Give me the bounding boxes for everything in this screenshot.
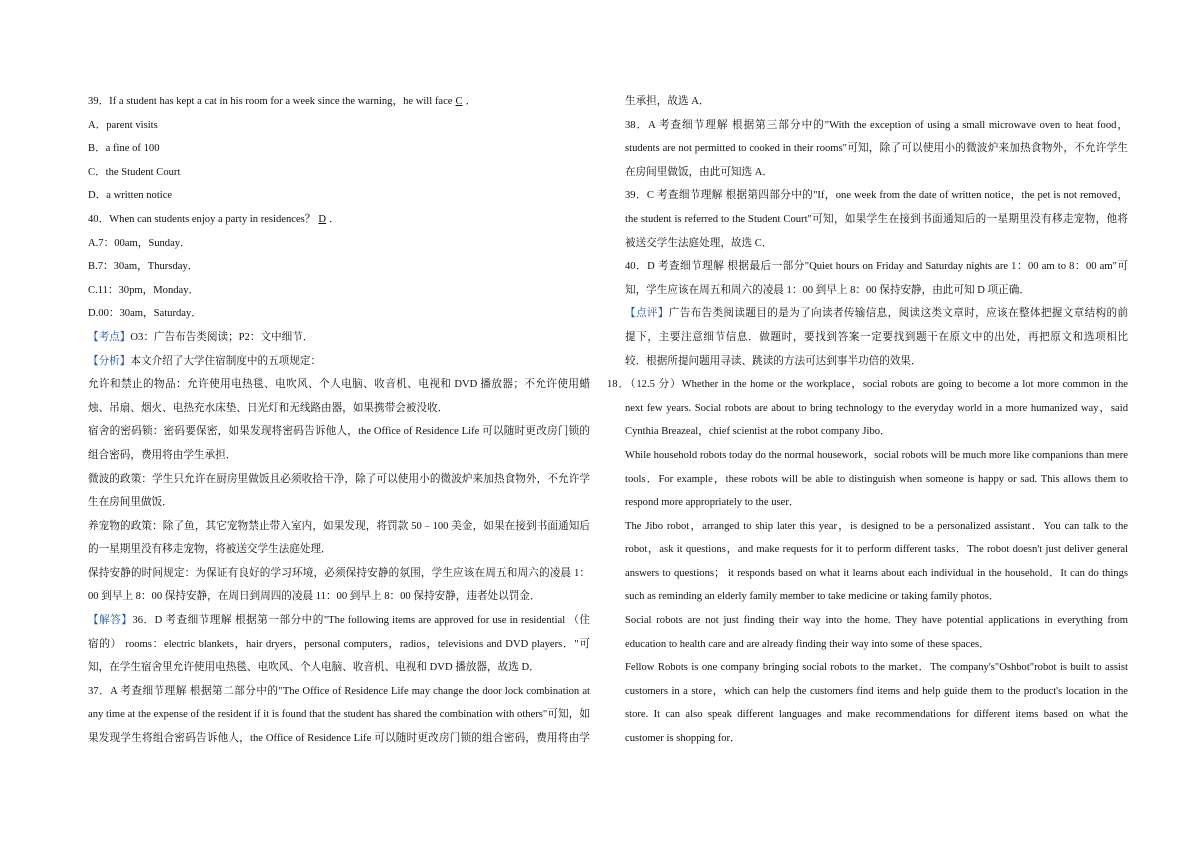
dianping-line: 提下，主要注意细节信息．做题时，要找到答案一定要找到题干在原文中的出处，再把原文和选项相比 xyxy=(625,331,1128,343)
fenxi-tag: 【分析】 xyxy=(88,355,131,367)
answer-37-line: 37．A 考查细节理解 根据第二部分中的"The Office of Residence Life may change the door lock combination at xyxy=(88,685,590,697)
question-18-line: 18．（12.5 分）Whether in the home or the workplace，social robots are going to become a lot more common in the xyxy=(607,379,1128,391)
question-40-option-a: A.7：00am，Sunday． xyxy=(88,237,191,249)
jieda-line: 【解答】36．D 考查细节理解 根据第一部分中的"The following items are approved for use in residential （住 xyxy=(88,615,590,627)
analysis-paragraph-line: 的一星期里没有移走宠物，将被送交学生法庭处理． xyxy=(88,544,332,556)
answer-39-line: 39．C 考查细节理解 根据第四部分中的"If，one week from the date of written notice，the pet is not removed， xyxy=(625,190,1128,202)
analysis-paragraph-line: 宿舍的密码锁：密码要保密，如果发现将密码告诉他人，the Office of Residence Life 可以随时更改房门锁的 xyxy=(88,426,590,438)
right-column xyxy=(607,90,1128,751)
answer-38-line: students are not permitted to cooked in their rooms"可知，除了可以使用小的微波炉来加热食物外，不允许学生 xyxy=(625,143,1128,155)
question-18-line: Social robots are not just finding their way into the home. They have potential applications in everything from xyxy=(625,615,1128,627)
left-column xyxy=(88,90,590,751)
dianping-tag: 【点评】 xyxy=(625,308,669,320)
question-18-line: customers in a store，which can help the customers find items and help guide them to the product's location in the xyxy=(625,685,1128,697)
question-18-line: Fellow Robots is one company bringing social robots to the market．The company's"Oshbot"robot is built to assist xyxy=(625,662,1128,674)
answer-38-line: 在房间里做饭，由此可知选 A． xyxy=(625,166,774,178)
answer-37-line: 果发现学生将组合密码告诉他人，the Office of Residence Life 可以随时更改房门锁的组合密码，费用将由学 xyxy=(88,733,590,745)
answer-37-end: 生承担，故选 A． xyxy=(625,96,710,107)
jieda-line: 知，在学生宿舍里允许使用电热毯、电吹风、个人电脑、收音机、电视和 DVD 播放器，故选 D． xyxy=(88,662,540,674)
question-39-answer: C xyxy=(455,96,463,107)
answer-37-line: any time at the expense of the resident if it is found that the student has shared the combination with others"可知，如 xyxy=(88,709,590,721)
answer-40-line: 知，学生应该在周五和周六的凌晨 1：00 到早上 8：00 保持安静，由此可知 D 项正确． xyxy=(625,284,1030,296)
question-18-line: customer is shopping for． xyxy=(625,733,741,745)
analysis-paragraph-line: 00 到早上 8：00 保持安静，在周日到周四的凌晨 11：00 到早上 8：00 保持安静，违者处以罚金． xyxy=(88,591,541,603)
fenxi-line: 【分析】本文介绍了大学住宿制度中的五项规定： xyxy=(88,355,322,367)
dianping-line: 较．根据所提问题用寻读、跳读的方法可达到事半功倍的效果． xyxy=(625,355,922,367)
kaodian-tag: 【考点】 xyxy=(88,331,131,343)
question-39-option-a: A．parent visits xyxy=(88,119,158,131)
question-18-line: such as reminding an elderly family member to take medicine or taking family photos． xyxy=(625,591,1000,603)
question-18-line: While household robots today do the normal housework，social robots will be much more like companions than mere xyxy=(625,449,1128,461)
answer-39-line: the student is referred to the Student Court"可知，如果学生在接到书面通知后的一星期里没有移走宠物，他将 xyxy=(625,213,1128,225)
question-18-line: store. It can also speak different languages and make recommendations for different items based on what the xyxy=(625,709,1128,721)
analysis-paragraph-line: 允许和禁止的物品：允许使用电热毯、电吹风、个人电脑、收音机、电视和 DVD 播放器；不允许使用蜡 xyxy=(88,379,590,391)
question-18-line: respond more appropriately to the user． xyxy=(625,497,800,509)
answer-39-line: 被送交学生法庭处理，故选 C． xyxy=(625,237,773,249)
question-39-option-d: D．a written notice xyxy=(88,190,173,202)
question-18-line: tools．For example，these robots will be able to distinguish when someone is happy or sad. This allows them to xyxy=(625,473,1128,485)
question-18-line: robot，ask it questions，and make requests for it to perform different tasks．The robot doesn't just deliver general xyxy=(625,544,1128,556)
question-40-stem: 40．When can students enjoy a party in residences？ D ． xyxy=(88,213,340,225)
question-39-option-b: B．a fine of 100 xyxy=(88,143,160,155)
question-40-answer: D xyxy=(318,213,327,225)
analysis-paragraph-line: 养宠物的政策：除了鱼，其它宠物禁止带入室内，如果发现，将罚款 50﹣100 美金，如果在接到书面通知后 xyxy=(88,520,590,532)
kaodian-line: 【考点】O3：广告布告类阅读；P2：文中细节． xyxy=(88,331,314,343)
question-18-line: next few years. Social robots are about to bring technology to the everyday world in a more humanized way，said xyxy=(625,402,1128,414)
dianping-line: 【点评】广告布告类阅读题目的是为了向读者传输信息，阅读这类文章时，应该在整体把握文章结构的前 xyxy=(625,308,1128,320)
question-18-line: Cynthia Breazeal，chief scientist at the robot company Jibo． xyxy=(625,426,891,438)
jieda-line: 宿的） rooms：electric blankets，hair dryers，personal computers，radios，televisions and DVD players．"可 xyxy=(88,638,590,650)
analysis-paragraph-line: 微波的政策：学生只允许在厨房里做饭且必须收拾干净，除了可以使用小的微波炉来加热食物外，不允许学 xyxy=(88,473,590,485)
question-40-option-c: C.11：30pm，Monday． xyxy=(88,284,200,296)
answer-38-line: 38．A 考查细节理解 根据第三部分中的"With the exception of using a small microwave oven to heat food， xyxy=(625,119,1128,131)
question-40-option-b: B.7：30am，Thursday． xyxy=(88,261,199,273)
question-18-line: education to health care and are already finding their way into some of these spaces． xyxy=(625,638,990,650)
question-39-stem: 39．If a student has kept a cat in his room for a week since the warning，he will face C ． xyxy=(88,96,477,107)
jieda-tag: 【解答】 xyxy=(88,615,133,627)
analysis-paragraph-line: 生在房间里做饭． xyxy=(88,497,173,509)
answer-40-line: 40．D 考查细节理解 根据最后一部分"Quiet hours on Friday and Saturday nights are 1：00 am to 8：00 am"可 xyxy=(625,261,1128,273)
analysis-paragraph-line: 烛、吊扇、烟火、电热充水床垫、日光灯和无线路由器，如果携带会被没收． xyxy=(88,402,449,414)
analysis-paragraph-line: 组合密码，费用将由学生承担． xyxy=(88,449,237,461)
question-18-line: answers to questions； it responds based on what it learns about each individual in the household．It can do things xyxy=(625,567,1128,579)
analysis-paragraph-line: 保持安静的时间规定：为保证有良好的学习环境，必须保持安静的氛围，学生应该在周五和周六的凌晨 1： xyxy=(88,567,590,579)
question-39-option-c: C．the Student Court xyxy=(88,166,181,178)
question-18-line: The Jibo robot，arranged to ship later this year，is designed to be a personalized assistant．You can talk to the xyxy=(625,520,1128,532)
question-40-option-d: D.00：30am，Saturday． xyxy=(88,308,202,320)
